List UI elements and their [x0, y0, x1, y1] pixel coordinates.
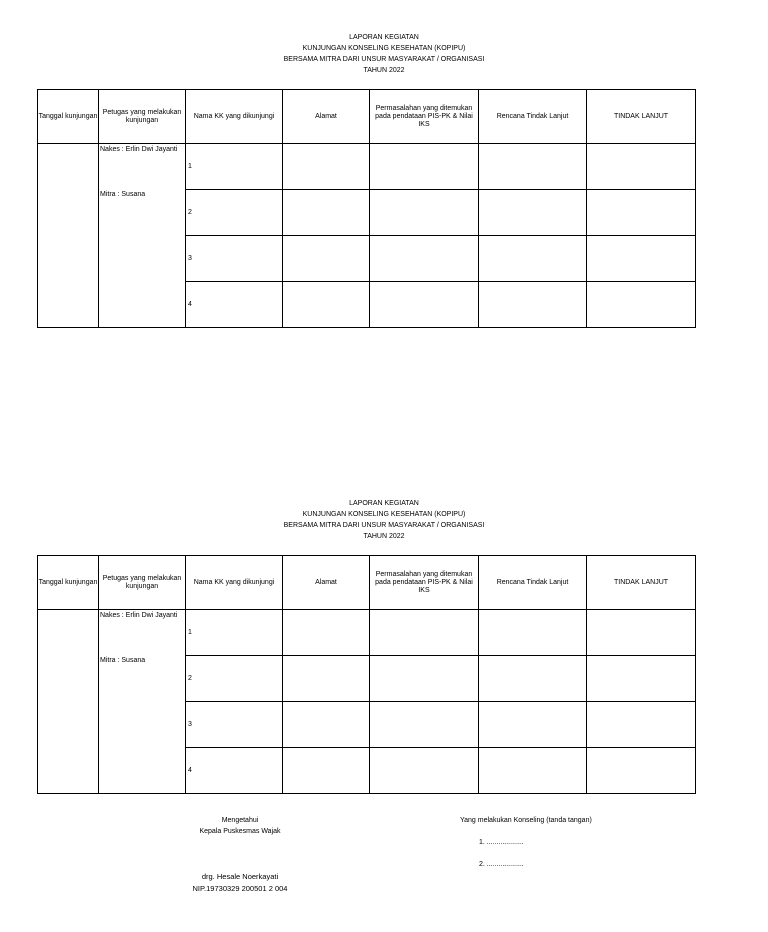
column-header-problems: Permasalahan yang ditemukan pada pendataan PIS-PK & Nilai IKS — [370, 90, 479, 144]
follow-up-plan-cell[interactable] — [479, 702, 587, 748]
follow-up-plan-cell[interactable] — [479, 282, 587, 328]
address-cell[interactable] — [283, 610, 370, 656]
acknowledge-label: Mengetahui — [221, 817, 259, 824]
follow-up-cell[interactable] — [587, 656, 696, 702]
report-header-2 — [0, 498, 768, 542]
report-subtitle: KUNJUNGAN KONSELING KESEHATAN (KOPIPU) — [302, 45, 466, 52]
address-cell[interactable] — [283, 748, 370, 794]
row-number: 1 — [186, 144, 283, 190]
report-partner-line: BERSAMA MITRA DARI UNSUR MASYARAKAT / ORGANISASI — [283, 522, 485, 529]
column-header-address: Alamat — [283, 90, 370, 144]
problems-cell[interactable] — [370, 748, 479, 794]
address-cell[interactable] — [283, 236, 370, 282]
column-header-follow-up-plan: Rencana Tindak Lanjut — [479, 90, 587, 144]
follow-up-plan-cell[interactable] — [479, 610, 587, 656]
officer-mitra: Mitra : Susana — [100, 657, 146, 664]
column-header-problems: Permasalahan yang ditemukan pada pendataan PIS-PK & Nilai IKS — [370, 556, 479, 610]
counselor-signature-label: Yang melakukan Konseling (tanda tangan) — [460, 817, 592, 824]
table-header-row — [38, 90, 696, 144]
follow-up-plan-cell[interactable] — [479, 190, 587, 236]
signature-line-2[interactable]: 2. ................... — [479, 861, 524, 868]
officer-nakes: Nakes : Erlin Dwi Jayanti — [100, 612, 178, 619]
report-title: LAPORAN KEGIATAN — [349, 500, 419, 507]
follow-up-plan-cell[interactable] — [479, 748, 587, 794]
column-header-family-name: Nama KK yang dikunjungi — [186, 90, 283, 144]
follow-up-cell[interactable] — [587, 610, 696, 656]
row-number: 2 — [186, 656, 283, 702]
address-cell[interactable] — [283, 656, 370, 702]
follow-up-cell[interactable] — [587, 236, 696, 282]
visit-report-table-2 — [37, 555, 696, 794]
address-cell[interactable] — [283, 190, 370, 236]
column-header-officer: Petugas yang melakukan kunjungan — [99, 556, 186, 610]
officer-mitra: Mitra : Susana — [100, 191, 146, 198]
problems-cell[interactable] — [370, 190, 479, 236]
report-year: TAHUN 2022 — [363, 67, 405, 74]
column-header-date: Tanggal kunjungan — [38, 90, 99, 144]
officer-cell — [99, 610, 186, 794]
report-subtitle: KUNJUNGAN KONSELING KESEHATAN (KOPIPU) — [302, 511, 466, 518]
follow-up-cell[interactable] — [587, 190, 696, 236]
head-position: Kepala Puskesmas Wajak — [199, 828, 281, 835]
row-number: 3 — [186, 702, 283, 748]
row-number: 1 — [186, 610, 283, 656]
table-header-row — [38, 556, 696, 610]
report-header-1 — [0, 32, 768, 76]
problems-cell[interactable] — [370, 144, 479, 190]
address-cell[interactable] — [283, 282, 370, 328]
follow-up-plan-cell[interactable] — [479, 236, 587, 282]
date-cell[interactable] — [38, 144, 99, 328]
column-header-follow-up-plan: Rencana Tindak Lanjut — [479, 556, 587, 610]
follow-up-plan-cell[interactable] — [479, 656, 587, 702]
signer-nip: NIP.19730329 200501 2 004 — [192, 884, 288, 893]
visit-report-table-1 — [37, 89, 696, 328]
row-number: 2 — [186, 190, 283, 236]
problems-cell[interactable] — [370, 282, 479, 328]
report-year: TAHUN 2022 — [363, 533, 405, 540]
report-title: LAPORAN KEGIATAN — [349, 34, 419, 41]
follow-up-cell[interactable] — [587, 748, 696, 794]
row-number: 3 — [186, 236, 283, 282]
address-cell[interactable] — [283, 702, 370, 748]
problems-cell[interactable] — [370, 236, 479, 282]
column-header-address: Alamat — [283, 556, 370, 610]
problems-cell[interactable] — [370, 702, 479, 748]
report-partner-line: BERSAMA MITRA DARI UNSUR MASYARAKAT / ORGANISASI — [283, 56, 485, 63]
column-header-follow-up: TINDAK LANJUT — [587, 90, 696, 144]
acknowledgement-block — [160, 815, 320, 837]
follow-up-cell[interactable] — [587, 282, 696, 328]
signature-line-1[interactable]: 1. ................... — [479, 839, 524, 846]
row-number: 4 — [186, 748, 283, 794]
officer-cell — [99, 144, 186, 328]
column-header-officer: Petugas yang melakukan kunjungan — [99, 90, 186, 144]
problems-cell[interactable] — [370, 610, 479, 656]
signer-name: drg. Hesale Noerkayati — [201, 872, 279, 881]
address-cell[interactable] — [283, 144, 370, 190]
date-cell[interactable] — [38, 610, 99, 794]
table-row — [38, 144, 696, 190]
row-number: 4 — [186, 282, 283, 328]
column-header-date: Tanggal kunjungan — [38, 556, 99, 610]
officer-nakes: Nakes : Erlin Dwi Jayanti — [100, 146, 178, 153]
problems-cell[interactable] — [370, 656, 479, 702]
column-header-family-name: Nama KK yang dikunjungi — [186, 556, 283, 610]
table-row — [38, 610, 696, 656]
signer-block — [160, 871, 320, 895]
follow-up-plan-cell[interactable] — [479, 144, 587, 190]
follow-up-cell[interactable] — [587, 702, 696, 748]
follow-up-cell[interactable] — [587, 144, 696, 190]
column-header-follow-up: TINDAK LANJUT — [587, 556, 696, 610]
